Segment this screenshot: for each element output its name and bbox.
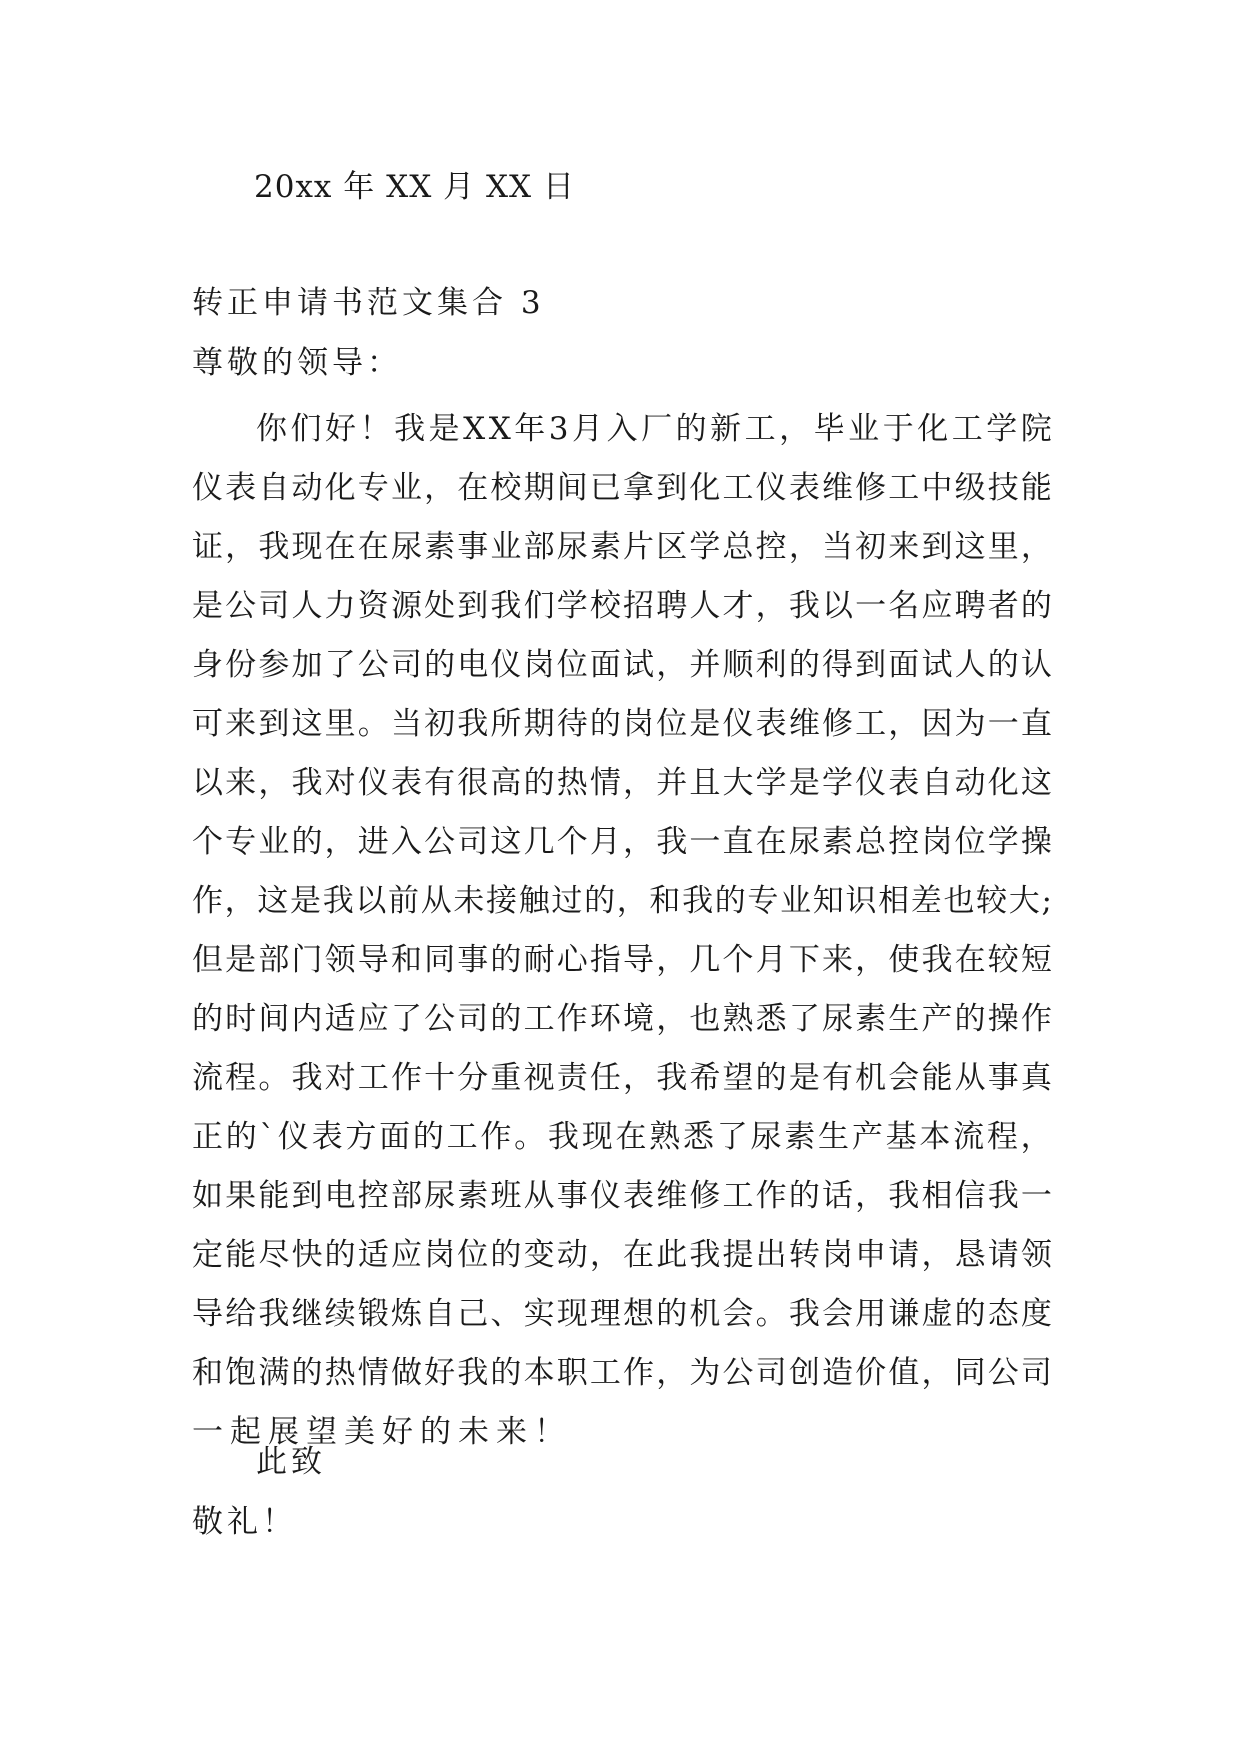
closing-salute: 敬礼！ [192,1504,297,1540]
body-line: 定 能 尽 快 的 适 应 岗 位 的 变 动 ， 在 此 我 提 出 转 岗 申 请 ， 恳 请 领 [192,1237,1052,1273]
body-line: 身 份 参 加 了 公 司 的 电 仪 岗 位 面 试 ， 并 顺 利 的 得 到 面 试 人 的 认 [192,647,1052,683]
body-line: 正 的 ` 仪 表 方 面 的 工 作 。 我 现 在 熟 悉 了 尿 素 生 产 基 本 流 程 ， [192,1119,1052,1155]
salutation: 尊敬的领导： [192,345,402,381]
letter-body [192,400,1052,1462]
body-line: 以 来 ， 我 对 仪 表 有 很 高 的 热 情 ， 并 且 大 学 是 学 仪 表 自 动 化 这 [192,765,1052,801]
closing-regards: 此致 [256,1444,326,1480]
body-line: 和 饱 满 的 热 情 做 好 我 的 本 职 工 作 ， 为 公 司 创 造 价 值 ， 同 公 司 [192,1355,1052,1391]
body-line: 的 时 间 内 适 应 了 公 司 的 工 作 环 境 ， 也 熟 悉 了 尿 素 生 产 的 操 作 [192,1001,1052,1037]
body-line: 个 专 业 的 ， 进 入 公 司 这 几 个 月 ， 我 一 直 在 尿 素 总 控 岗 位 学 操 [192,824,1052,860]
body-line: 但 是 部 门 领 导 和 同 事 的 耐 心 指 导 ， 几 个 月 下 来 ， 使 我 在 较 短 [192,942,1052,978]
body-line: 导 给 我 继 续 锻 炼 自 己 、 实 现 理 想 的 机 会 。 我 会 用 谦 虚 的 态 度 [192,1296,1052,1332]
document-title: 转正申请书范文集合 3 [192,285,545,321]
body-line: 作 ， 这 是 我 以 前 从 未 接 触 过 的 ， 和 我 的 专 业 知 识 相 差 也 较 大 ; [192,883,1052,919]
body-line: 证 ， 我 现 在 在 尿 素 事 业 部 尿 素 片 区 学 总 控 ， 当 初 来 到 这 里 ， [192,529,1052,565]
body-line: 可 来 到 这 里 。 当 初 我 所 期 待 的 岗 位 是 仪 表 维 修 工 ， 因 为 一 直 [192,706,1052,742]
date-line: 20xx 年 XX 月 XX 日 [254,169,575,205]
body-line: 如 果 能 到 电 控 部 尿 素 班 从 事 仪 表 维 修 工 作 的 话 ， 我 相 信 我 一 [192,1178,1052,1214]
body-line: 流 程 。 我 对 工 作 十 分 重 视 责 任 ， 我 希 望 的 是 有 机 会 能 从 事 真 [192,1060,1052,1096]
body-line: 是 公 司 人 力 资 源 处 到 我 们 学 校 招 聘 人 才 ， 我 以 一 名 应 聘 者 的 [192,588,1052,624]
body-line: 一起展望美好的未来！ [192,1414,572,1450]
body-line: 仪 表 自 动 化 专 业 ， 在 校 期 间 已 拿 到 化 工 仪 表 维 修 工 中 级 技 能 [192,470,1052,506]
body-line: 你 们 好 ！ 我 是 X X 年 3 月 入 厂 的 新 工 ， 毕 业 于 化 工 学 院 [256,411,1052,447]
